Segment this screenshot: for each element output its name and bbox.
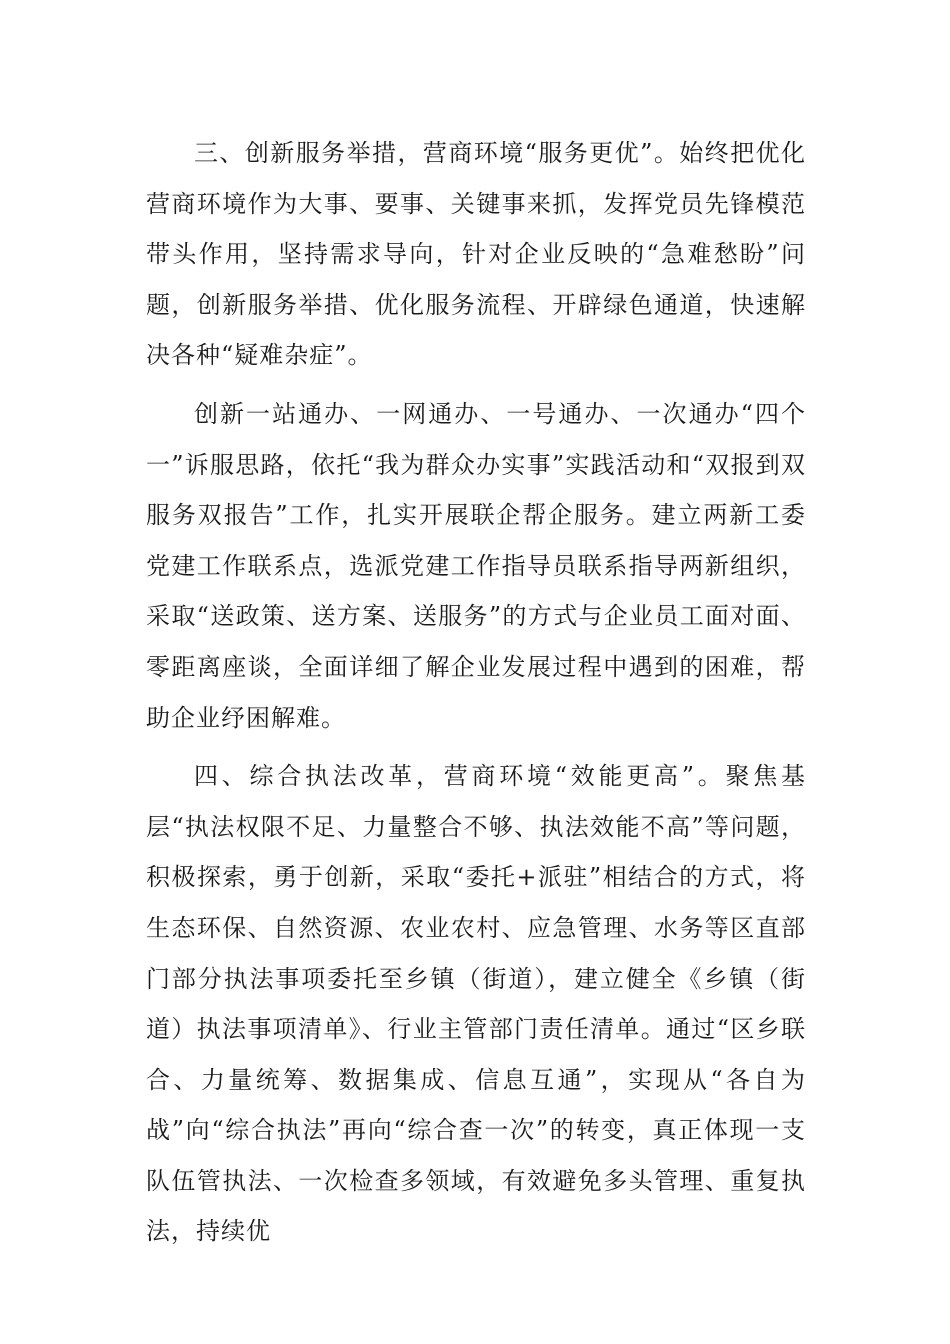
paragraph-1: 三、创新服务举措，营商环境“服务更优”。始终把优化营商环境作为大事、要事、关键事来抓，发挥党员先锋模范带头作用，坚持需求导向，针对企业反映的“急难愁盼”问题，创新服务举措、优化服务流程、开辟绿色通道，快速解决各种“疑难杂症”。 [146,139,806,370]
document-body [146,128,806,1265]
paragraph-2: 创新一站通办、一网通办、一号通办、一次通办“四个一”诉服思路，依托“我为群众办实事”实践活动和“双报到双服务双报告”工作，扎实开展联企帮企服务。建立两新工委党建工作联系点，选派党建工作指导员联系指导两新组织，采取“送政策、送方案、送服务”的方式与企业员工面对面、零距离座谈，全面详细了解企业发展过程中遇到的困难，帮助企业纾困解难。 [146,399,806,732]
paragraph-3: 四、综合执法改革，营商环境“效能更高”。聚焦基层“执法权限不足、力量整合不够、执法效能不高”等问题，积极探索，勇于创新，采取“委托+派驻”相结合的方式，将生态环保、自然资源、农业农村、应急管理、水务等区直部门部分执法事项委托至乡镇（街道），建立健全《乡镇（街道）执法事项清单》、行业主管部门责任清单。通过“区乡联合、力量统筹、数据集成、信息互通”，实现从“各自为战”向“综合执法”再向“综合查一次”的转变，真正体现一支队伍管执法、一次检查多领域，有效避免多头管理、重复执法，持续优 [146,762,806,1246]
